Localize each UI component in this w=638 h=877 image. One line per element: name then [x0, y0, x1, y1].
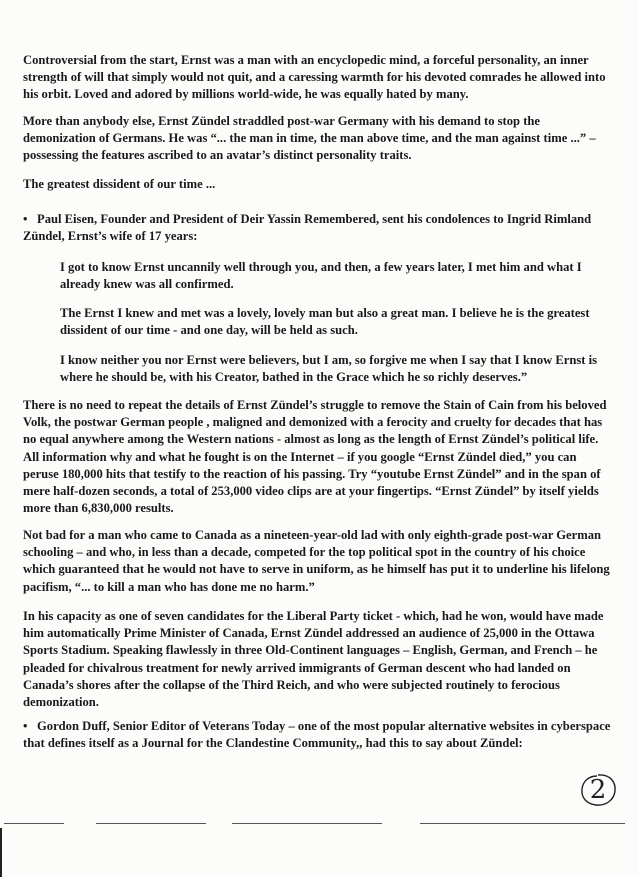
bullet-marker: • [23, 212, 28, 226]
bullet-gordon-duff-text: Gordon Duff, Senior Editor of Veterans Today – one of the most popular alternative websites in cyberspace that defines itself as a Journal for the Clandestine Community,, had this to say about Zündel: [23, 719, 611, 751]
scan-artifact-line [420, 823, 625, 824]
page-number-text: 2 [589, 775, 607, 805]
quote-paragraph-2: The Ernst I knew and met was a lovely, lovely man but also a great man. I believe he is the greatest dissident of our time - and one day, will be held as such. [60, 306, 590, 338]
scan-artifact-line [4, 823, 64, 824]
paragraph-liberal-party: In his capacity as one of seven candidates for the Liberal Party ticket - which, had he won, would have made him automatically Prime Minister of Canada, Ernst Zündel addressed an audience of 25,000 in the Ottawa Sports Stadium. Speaking flawlessly in three Old-Continent languages – English, German, and French – he pleaded for chivalrous treatment for newly arrived immigrants of German descent who had landed on Canada’s shores after the collapse of the Third Reich, and who were subjected routinely to ferocious demonization. [23, 609, 604, 710]
scan-artifact-edge [0, 828, 2, 877]
paragraph-demonization: More than anybody else, Ernst Zündel straddled post-war Germany with his demand to stop the demonization of Germans. He was “... the man in time, the man above time, and the man against time ...” – possessing the features ascribed to an avatar’s distinct personality traits. [23, 114, 596, 163]
quote-paragraph-3: I know neither you nor Ernst were believers, but I am, so forgive me when I say that I know Ernst is where he should be, with his Creator, bathed in the Grace which he so richly deserves.” [60, 353, 597, 385]
bullet-paul-eisen-text: Paul Eisen, Founder and President of Deir Yassin Remembered, sent his condolences to Ingrid Rimland Zündel, Ernst’s wife of 17 years: [23, 212, 592, 244]
bullet-gordon-duff [23, 718, 611, 752]
page-number [578, 772, 618, 808]
quote-paragraph-1: I got to know Ernst uncannily well through you, and then, a few years later, I met him and what I already knew was all confirmed. [60, 260, 582, 292]
bullet-marker: • [23, 719, 28, 733]
scan-artifact-line [232, 823, 382, 824]
paragraph-canada-arrival: Not bad for a man who came to Canada as a nineteen-year-old lad with only eighth-grade post-war German schooling – and who, in less than a decade, competed for the top political spot in the country of his choice which guaranteed that he would not have to serve in uniform, as he himself has put it to underline his lifelong pacifism, “... to kill a man who has done me no harm.” [23, 528, 610, 594]
paragraph-encyclopedic-mind: Controversial from the start, Ernst was a man with an encyclopedic mind, a forceful personality, an inner strength of will that simply would not quit, and a caressing warmth for his devoted comrades he allowed into his orbit. Loved and adored by millions world-wide, he was equally hated by many. [23, 53, 606, 102]
scan-artifact-line [96, 823, 206, 824]
bullet-paul-eisen [23, 211, 611, 245]
paragraph-greatest-dissident: The greatest dissident of our time ... [23, 177, 216, 191]
paragraph-stain-of-cain: There is no need to repeat the details of Ernst Zündel’s struggle to remove the Stain of Cain from his beloved Volk, the postwar German people , maligned and demonized with a ferocity and cruelty for decades that has no equal anywhere among the Western nations - almost as long as the length of Ernst Zündel’s political life. All information why and what he fought is on the Internet – if you google “Ernst Zündel died,” you can peruse 180,000 hits that testify to the reaction of his passing. Try “youtube Ernst Zündel” and in the span of mere half-dozen seconds, a total of 253,000 video clips are at your fingertips. “Ernst Zündel” by itself yields more than 6,830,000 results. [23, 398, 607, 516]
